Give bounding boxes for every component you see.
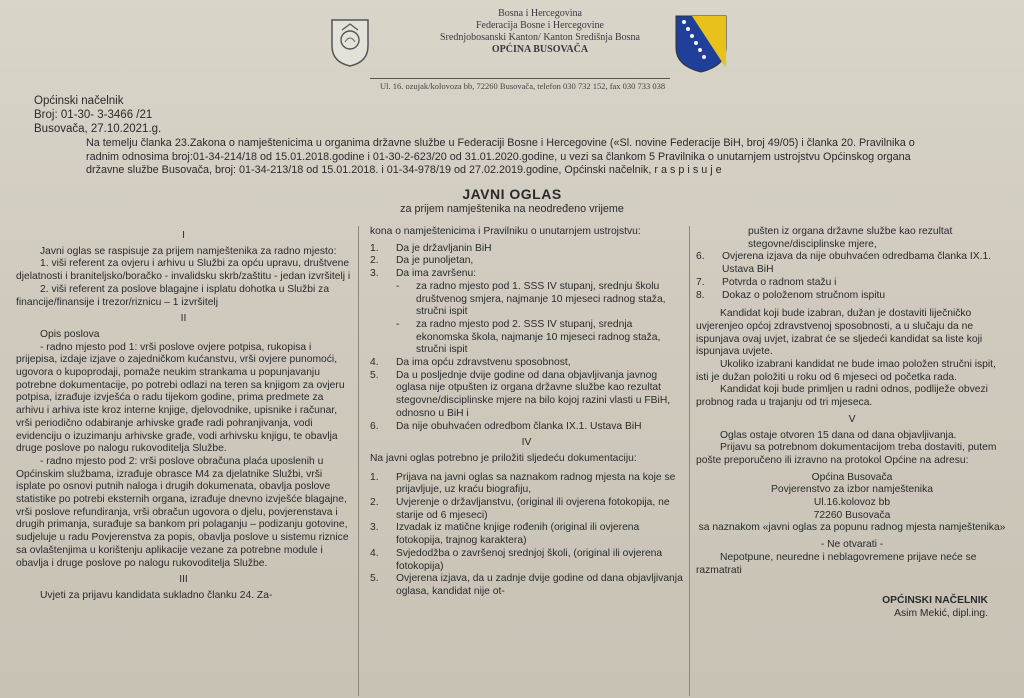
paragraph: 2. viši referent za poslove blagajne i isplatu dohotka u Službi za financije/finansije i trezor/riznicu – 1 izvršitelj: [16, 283, 330, 308]
paragraph: pušten iz organa državne službe kao rezultat stegovne/disciplinske mjere,: [748, 226, 953, 250]
list-item: 6. Ovjerena izjava da nije obuhvaćen odredbama članka IX.1. Ustava BiH: [696, 251, 992, 276]
header-canton: Srednjobosanski Kanton/ Kanton Središnja Bosna: [440, 32, 640, 43]
address-line: Povjerenstvo za izbor namještenika: [771, 484, 933, 496]
header-federation: Federacija Bosne i Hercegovine: [475, 20, 604, 31]
page-title: JAVNI OGLAS: [462, 186, 562, 202]
column-3: [696, 226, 1008, 621]
paragraph: Oglas ostaje otvoren 15 dana od dana objavljivanja.: [720, 429, 957, 441]
list-item: 5. Ovjerena izjava, da u zadnje dvije godine od dana objavljivanja oglasa, kandidat nije ot-: [370, 573, 683, 597]
list-item: 4. Svjedodžba o završenoj srednjoj školi, (original ili ovjerena fotokopija): [370, 547, 663, 572]
intro-paragraph: Na temelju članka 23.Zakona o namještenicima u organima državne službe u Federaciji Bosne i Hercegovine («Sl. novine Federacije BiH, broj 49/05) i članka 20. Pravilnika o radnim odnosima broj:01-34-214/18 od 15.01.2018.godine i 01-30-2-623/20 od 31.01.2020.godine, u vezi sa člankom 5 Pravilnika o unutarnjem ustrojstvu Općinskog organa državne službe Busovača, broj: 01-34-213/18 od 15.01.2018. i 01-34-978/19 od 27.02.2019.godine, Općinski načelnik, r a s p i s u j e: [86, 137, 915, 176]
column-divider: [358, 226, 359, 696]
bih-coat-of-arms-icon: [670, 12, 732, 74]
paragraph: Javni oglas se raspisuje za prijem namještenika za radno mjesto:: [40, 245, 337, 257]
paragraph: Kandidat koji bude izabran, dužan je dostaviti liječničko uvjerenjeo općoj zdravstvenoj sposobnosti, a u slučaju da ne ispunjava ovaj uvjet, izabrat će se sljedeći kandidat sa liste koji ispunjava uvjete.: [696, 308, 983, 358]
reference-date: Busovača, 27.10.2021.g.: [34, 123, 162, 135]
page-subtitle: za prijem namještenika na neodređeno vrijeme: [400, 203, 624, 215]
section-heading: V: [848, 413, 856, 425]
letterhead-rule: [370, 78, 670, 79]
paragraph: Opis poslova: [40, 328, 100, 340]
section-heading: IV: [521, 437, 532, 449]
column-divider: [689, 226, 690, 696]
list-item: 1. Prijava na javni oglas sa naznakom radnog mjesta na koje se prijavljuje, uz kraću biografiju,: [370, 471, 676, 496]
signature-block: [696, 595, 1008, 620]
list-subitem: - za radno mjesto pod 2. SSS IV stupanj, srednja ekonomska škola, najmanje 10 mjeseci radnog staža, stručni ispit: [396, 318, 661, 356]
paragraph: Prijavu sa potrebnom dokumentacijom treba dostaviti, putem pošte preporučeno ili izravno na protokol Općine na adresu:: [696, 442, 997, 466]
paragraph: kona o namještenicima i Pravilniku o unutarnjem ustrojstvu:: [370, 226, 641, 237]
list-item: 3. Da ima završenu:: [370, 268, 477, 280]
header-municipality: OPĆINA BUSOVAČA: [491, 44, 589, 55]
address-line: Općina Busovača: [811, 471, 893, 483]
list-subitem: - za radno mjesto pod 1. SSS IV stupanj, srednju školu društvenog smjera, najmanje 10 mjeseci radnog staža, stručni ispit: [396, 280, 666, 318]
letterhead: [0, 4, 1024, 94]
address-line: Ul.16.kolovoz bb: [813, 497, 891, 509]
header-country: Bosna i Hercegovina: [498, 8, 582, 19]
letterhead-address: Ul. 16. ozujak/kolovoza bb, 72260 Busovača, telefon 030 732 152, fax 030 733 038: [380, 81, 666, 91]
paragraph: Uvjeti za prijavu kandidata sukladno članku 24. Za-: [40, 589, 273, 601]
paragraph: Ukoliko izabrani kandidat ne bude imao položen stručni ispit, isti je dužan položiti u roku od 6 mjeseci od početka rada.: [696, 359, 996, 383]
column-2: [370, 226, 683, 599]
paragraph: 1. viši referent za ovjeru i arhivu u Službi za opću upravu, društvene djelatnosti i braniteljsko/boračko - invalidsku skrb/zaštitu - jedan izvršitelj i: [16, 258, 351, 283]
paragraph: - radno mjesto pod 2: vrši poslove obračuna plaća uposlenih u Općinskim službama, izrađuje obrasce M4 za djelatnike Službi, vrši isplate po osnovi putnih naloga i drugih dokumenata, obavlja poslove statistike po potrebi eksternih organa, izrađuje dnevno izvješće blagajne, vrši poslove refundiranja, vrši obračun ugovora o djelu, povjerenstava i drugih primanja, surađuje sa bankom pri polaganju – podizanju gotovine, sudjeluje u radu Povjerenstva za popis, obavlja poslove u sistemu riznice sa ovlaštenjima u korištenju aplikacije vezane za potrebne module i obavlja i druge poslove po nalogu rukovoditelja Službe.: [16, 455, 349, 569]
list-item: 2. Da je punoljetan,: [370, 255, 474, 267]
section-heading: II: [180, 313, 187, 325]
signature-title: OPĆINSKI NAČELNIK: [882, 595, 988, 607]
reference-issuer: Općinski načelnik: [34, 95, 124, 107]
paragraph: Kandidat koji bude primljen u radni odnos, podliježe obvezi probnog rada u trajanju od tri mjeseca.: [696, 384, 988, 409]
list-item: 1. Da je državljanin BiH: [370, 242, 492, 254]
paragraph: Na javni oglas potrebno je priložiti sljedeću dokumentaciju:: [370, 452, 637, 464]
section-heading: I: [182, 230, 185, 241]
address-line: sa naznakom «javni oglas za popunu radnog mjesta namještenika»: [698, 522, 1006, 534]
paragraph: Nepotpune, neuredne i neblagovremene prijave neće se razmatrati: [696, 551, 977, 576]
section-heading: III: [179, 574, 188, 586]
paragraph: - radno mjesto pod 1: vrši poslove ovjere potpisa, rukopisa i prijepisa, izdaje izjave o zajedničkom kućanstvu, vrši ovjere punomoći, ugovora o kupoprodaji, pomaže neukim strankama u popunjavanju potrebne dokumentacije, po potrebi odlazi na teren sa knjigom za ovjeru potpisa, izrađuje izvješća o radu tijekom godine, prima predmete za arhivu i arhiva iste kroz interne knjige, djelovodnike, upisnike i računar, vrši periodično odabiranje arhivske građe radi pohranjivanja, vodi evidenciju o izuzimanju arhivske građe, vodi arhivsku knjigu, te obavlja druge poslove po nalogu rukovoditelja Službe.: [16, 341, 345, 455]
list-item: 8. Dokaz o položenom stručnom ispitu: [696, 289, 886, 301]
list-item: 7. Potvrda o radnom stažu i: [696, 276, 837, 288]
signature-name: Asim Mekić, dipl.ing.: [894, 607, 988, 619]
reference-block: [34, 94, 161, 136]
reference-number: Broj: 01-30- 3-3466 /21: [34, 109, 153, 121]
list-item: 5. Da u posljednje dvije godine od dana objavljivanja javnog oglasa nije otpušten iz organa državne službe kao rezultat stegovne/disciplinske mjere na bilo kojoj razini vlasti u FBiH, odnosno u BiH i: [370, 369, 671, 419]
list-item: 6. Da nije obuhvaćen odredbom članka IX.1. Ustava BiH: [370, 420, 642, 432]
list-item: 3. Izvadak iz matične knjige rođenih (original ili ovjerena fotokopija, trajnog karaktera): [370, 522, 640, 547]
municipality-crest-icon: [328, 16, 372, 68]
notice-do-not-open: - Ne otvarati -: [820, 539, 884, 551]
list-item: 2. Uvjerenje o državljanstvu, (original ili ovjerena fotokopija, ne starije od 6 mjeseci): [370, 497, 670, 521]
list-item: 4. Da ima opću zdravstvenu sposobnost,: [370, 357, 571, 369]
column-1: [16, 226, 351, 603]
address-line: 72260 Busovača: [813, 509, 891, 521]
